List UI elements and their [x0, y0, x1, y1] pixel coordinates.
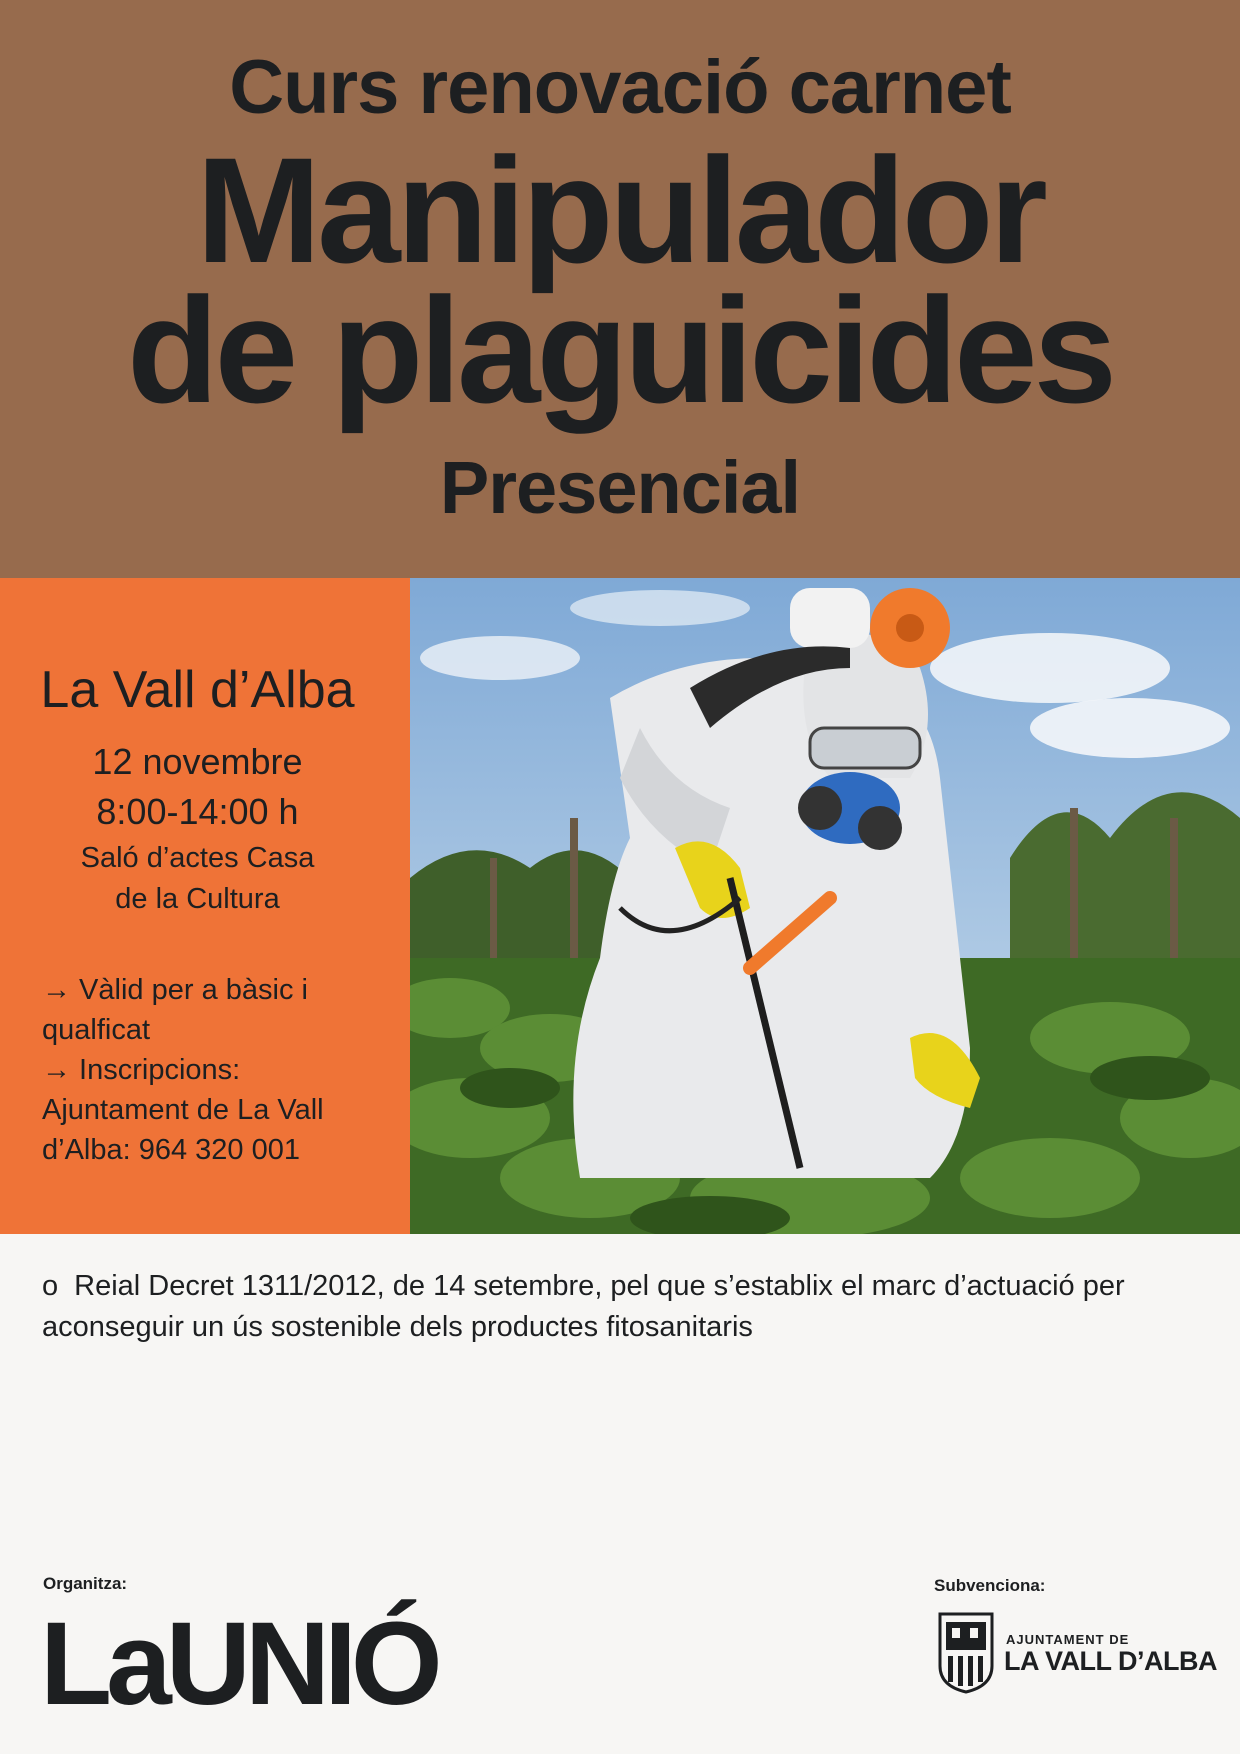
- launio-logo-text: LaUNIÓ: [40, 1598, 437, 1712]
- course-title-line1: Manipulador: [196, 126, 1044, 294]
- organizer-label: Organitza:: [43, 1574, 128, 1593]
- sponsor-name-small: AJUNTAMENT DE: [1006, 1632, 1130, 1647]
- event-date: 12 novembre: [92, 741, 303, 782]
- note-registration: → Inscripcions: Ajuntament de La Vall d’Alba: 964 320 001: [42, 1054, 324, 1166]
- event-venue: [0, 838, 395, 920]
- sponsor-name-big: LA VALL D’ALBA: [1004, 1646, 1217, 1676]
- event-place: La Vall d’Alba: [40, 661, 355, 719]
- photo-illustration: [410, 578, 1240, 1234]
- decree-text: Reial Decret 1311/2012, de 14 setembre, pel que s’establix el marc d’actuació per aconseguir un ús sostenible dels productes fitosanitaris: [42, 1270, 1125, 1343]
- photo-pesticide-worker: [410, 578, 1240, 1234]
- course-subtitle: Curs renovació carnet: [229, 45, 1011, 130]
- sponsor-label: Subvenciona:: [934, 1576, 1046, 1595]
- vall-dalba-shield-icon: [936, 1610, 996, 1694]
- bullet-marker: o: [42, 1270, 59, 1302]
- header-banner: [0, 0, 1240, 578]
- event-notes: [42, 970, 362, 1170]
- course-mode: Presencial: [439, 446, 801, 529]
- event-hours: 8:00-14:00 h: [96, 791, 299, 832]
- venue-line1: Saló d’actes Casa: [80, 842, 315, 874]
- launio-logo: [40, 1592, 500, 1712]
- legal-reference: [42, 1266, 1212, 1348]
- venue-line2: de la Cultura: [115, 883, 280, 915]
- course-title: [0, 126, 1240, 434]
- course-title-line2: de plaguicides: [127, 266, 1113, 434]
- note-validity: → Vàlid per a bàsic i qualficat: [42, 974, 308, 1046]
